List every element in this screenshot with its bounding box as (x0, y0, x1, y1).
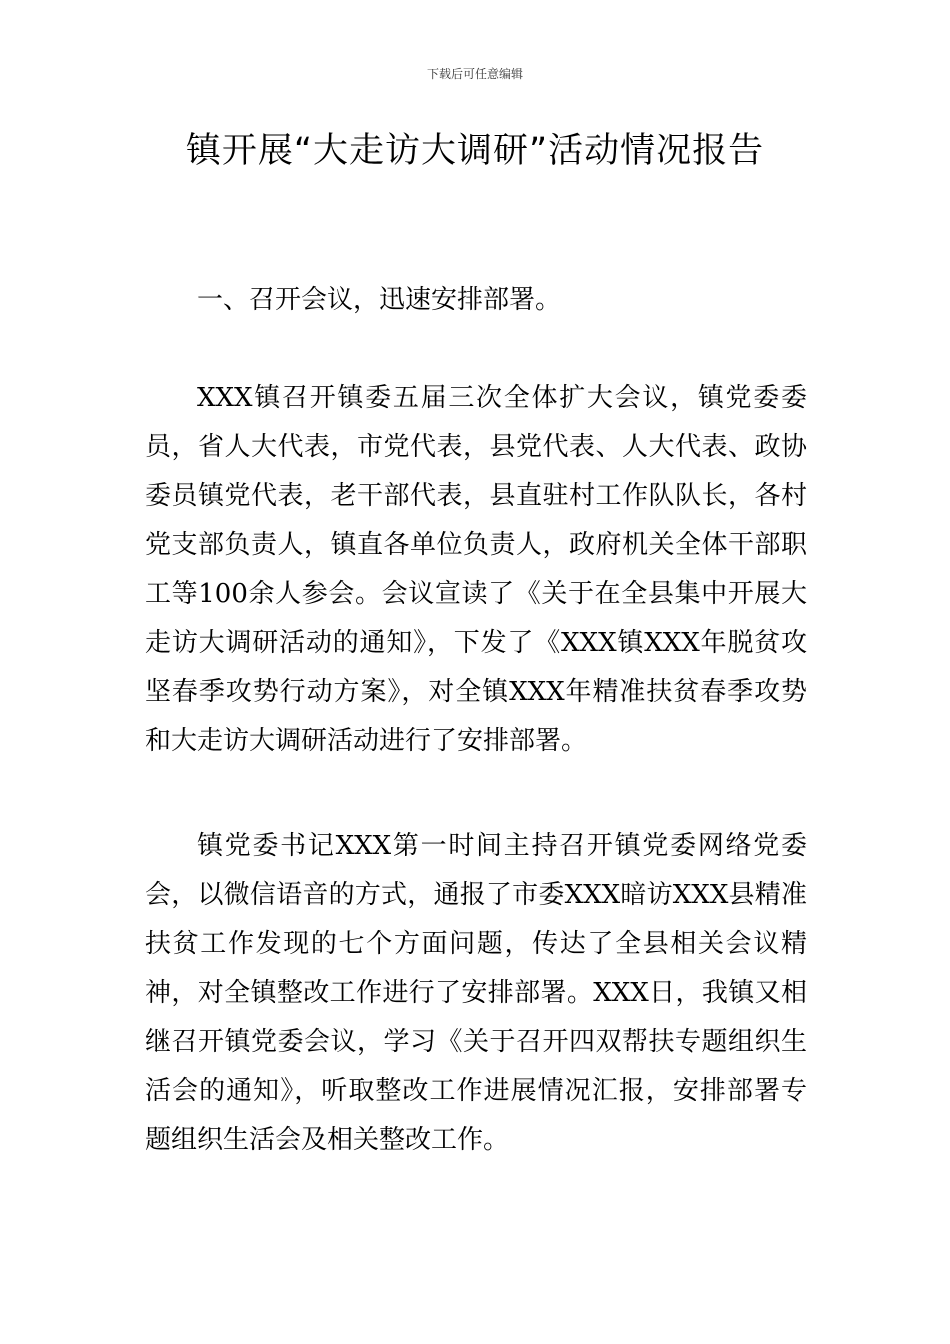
body-paragraph: 镇党委书记XXX第一时间主持召开镇党委网络党委会，以微信语音的方式，通报了市委XXX暗访XXX县精准扶贫工作发现的七个方面问题，传达了全县相关会议精神，对全镇整改工作进行了安排部署。XXX日，我镇又相继召开镇党委会议，学习《关于召开四双帮扶专题组织生活会的通知》，听取整改工作进展情况汇报，安排部署专题组织生活会及相关整改工作。 (145, 831, 807, 1155)
header-note: 下载后可任意编辑 (426, 67, 523, 81)
body-paragraph: XXX镇召开镇委五届三次全体扩大会议，镇党委委员，省人大代表，市党代表，县党代表、人大代表、政协委员镇党代表，老干部代表，县直驻村工作队队长，各村党支部负责人，镇直各单位负责人，政府机关全体干部职工等100余人参会。会议宣读了《关于在全县集中开展大走访大调研活动的通知》，下发了《XXX镇XXX年脱贫攻坚春季攻势行动方案》，对全镇XXX年精准扶贫春季攻势和大走访大调研活动进行了安排部署。 (145, 383, 807, 756)
document-title: 镇开展“大走访大调研”活动情况报告 (185, 131, 765, 171)
section-heading: 一、召开会议，迅速安排部署。 (197, 285, 562, 315)
